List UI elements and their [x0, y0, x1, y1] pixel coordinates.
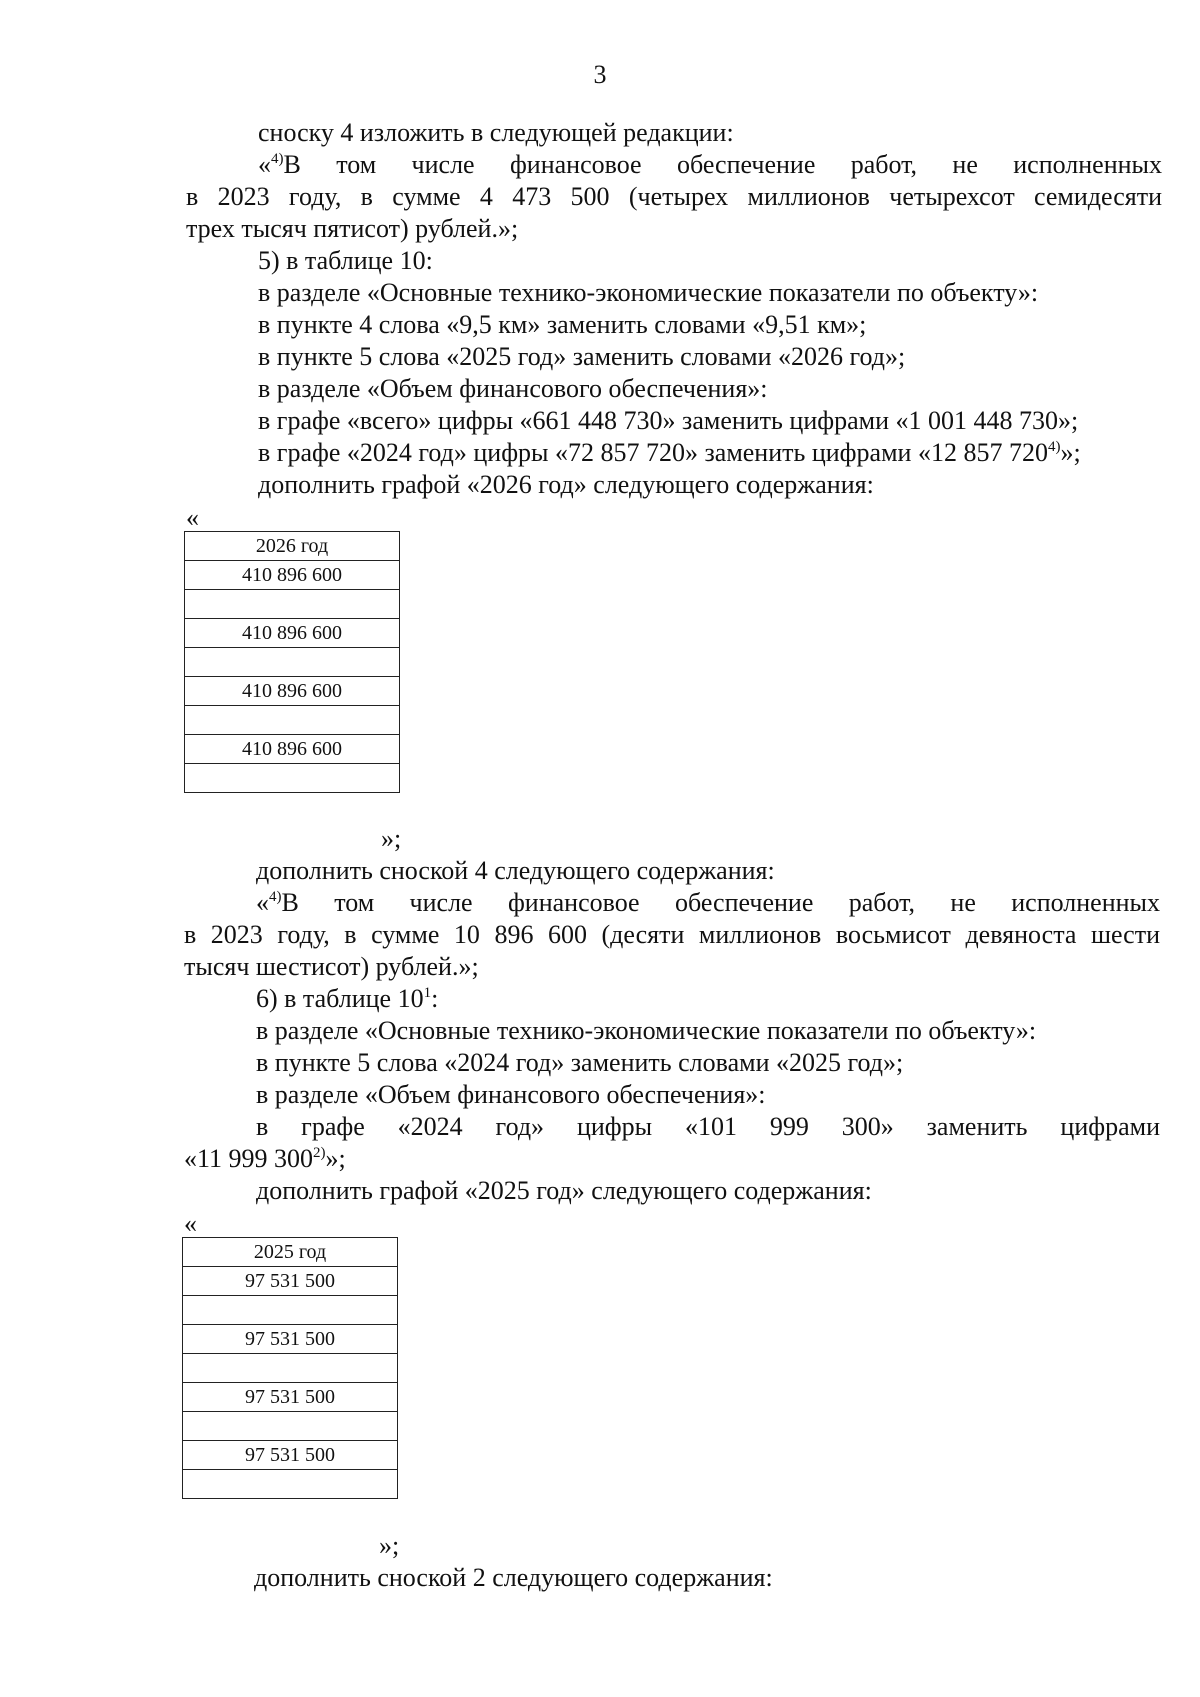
page-number: 3 — [593, 60, 607, 89]
line-tail: »; — [325, 1144, 346, 1173]
inserted-table-2026 — [184, 531, 400, 793]
table-cell — [185, 648, 400, 677]
table-cell: 410 896 600 — [185, 619, 400, 648]
table-cell — [183, 1412, 398, 1441]
line-text: 6) в таблице 10 — [256, 984, 424, 1013]
paragraph-line: дополнить сноской 4 следующего содержания: — [256, 856, 775, 885]
footnote-marker: 2) — [313, 1145, 326, 1161]
table-header: 2025 год — [183, 1238, 398, 1267]
paragraph-line: в разделе «Основные технико-экономические показатели по объекту»: — [258, 278, 1039, 307]
footnote-line — [258, 149, 1162, 181]
table-cell: 97 531 500 — [183, 1267, 398, 1296]
superscript: 1 — [423, 985, 432, 1001]
table-cell — [183, 1470, 398, 1499]
table-cell — [185, 590, 400, 619]
footnote-line — [256, 887, 1160, 919]
line-tail: »; — [1060, 438, 1081, 467]
footnote-text: В том числе финансовое обеспечение работ, не исполненных — [281, 888, 1160, 917]
paragraph-line: в разделе «Объем финансового обеспечения»: — [256, 1080, 766, 1109]
footnote-marker: 4) — [269, 889, 282, 905]
footnote-text: В том числе финансовое обеспечение работ, не исполненных — [283, 150, 1162, 179]
paragraph-line: в разделе «Объем финансового обеспечения»: — [258, 374, 768, 403]
paragraph-line — [256, 983, 438, 1015]
paragraph-line: в графе «всего» цифры «661 448 730» заменить цифрами «1 001 448 730»; — [258, 406, 1079, 435]
paragraph-line: дополнить графой «2025 год» следующего содержания: — [256, 1176, 872, 1205]
inserted-table-2025 — [182, 1237, 398, 1499]
table-cell: 97 531 500 — [183, 1325, 398, 1354]
footnote-line: трех тысяч пятисот) рублей.»; — [186, 214, 519, 243]
line-tail: : — [431, 984, 439, 1013]
footnote-line: в 2023 году, в сумме 10 896 600 (десяти миллионов восьмисот девяноста шести — [184, 920, 1160, 949]
line-text: в графе «2024 год» цифры «72 857 720» заменить цифрами «12 857 720 — [258, 438, 1048, 467]
footnote-marker: 4) — [1047, 439, 1061, 455]
paragraph-line: в разделе «Основные технико-экономические показатели по объекту»: — [256, 1016, 1037, 1045]
footnote-line: тысяч шестисот) рублей.»; — [184, 952, 479, 981]
paragraph-line: в пункте 5 слова «2024 год» заменить словами «2025 год»; — [256, 1048, 904, 1077]
table-cell — [185, 764, 400, 793]
paragraph-line — [258, 437, 1081, 469]
table-header: 2026 год — [185, 532, 400, 561]
quote-open: « — [184, 1209, 197, 1238]
quote-close: »; — [381, 824, 402, 853]
table-cell — [185, 706, 400, 735]
quote-open: « — [256, 888, 269, 917]
paragraph-line: дополнить графой «2026 год» следующего содержания: — [258, 470, 874, 499]
paragraph-line: дополнить сноской 2 следующего содержания: — [254, 1563, 773, 1592]
table-cell: 410 896 600 — [185, 561, 400, 590]
paragraph-line: в пункте 4 слова «9,5 км» заменить словами «9,51 км»; — [258, 310, 867, 339]
paragraph-line: в пункте 5 слова «2025 год» заменить словами «2026 год»; — [258, 342, 906, 371]
table-cell: 410 896 600 — [185, 677, 400, 706]
paragraph-line — [184, 1143, 346, 1175]
line-text: «11 999 300 — [184, 1144, 314, 1173]
paragraph-line: в графе «2024 год» цифры «101 999 300» заменить цифрами — [256, 1112, 1160, 1141]
quote-open: « — [186, 503, 199, 532]
table-cell: 97 531 500 — [183, 1383, 398, 1412]
table-cell — [183, 1296, 398, 1325]
paragraph-line: 5) в таблице 10: — [258, 246, 433, 275]
footnote-line: в 2023 году, в сумме 4 473 500 (четырех миллионов четырехсот семидесяти — [186, 182, 1162, 211]
table-cell — [183, 1354, 398, 1383]
footnote-marker: 4) — [271, 151, 284, 167]
quote-open: « — [258, 150, 271, 179]
table-cell: 410 896 600 — [185, 735, 400, 764]
table-cell: 97 531 500 — [183, 1441, 398, 1470]
quote-close: »; — [379, 1531, 400, 1560]
paragraph-line: сноску 4 изложить в следующей редакции: — [258, 118, 734, 147]
